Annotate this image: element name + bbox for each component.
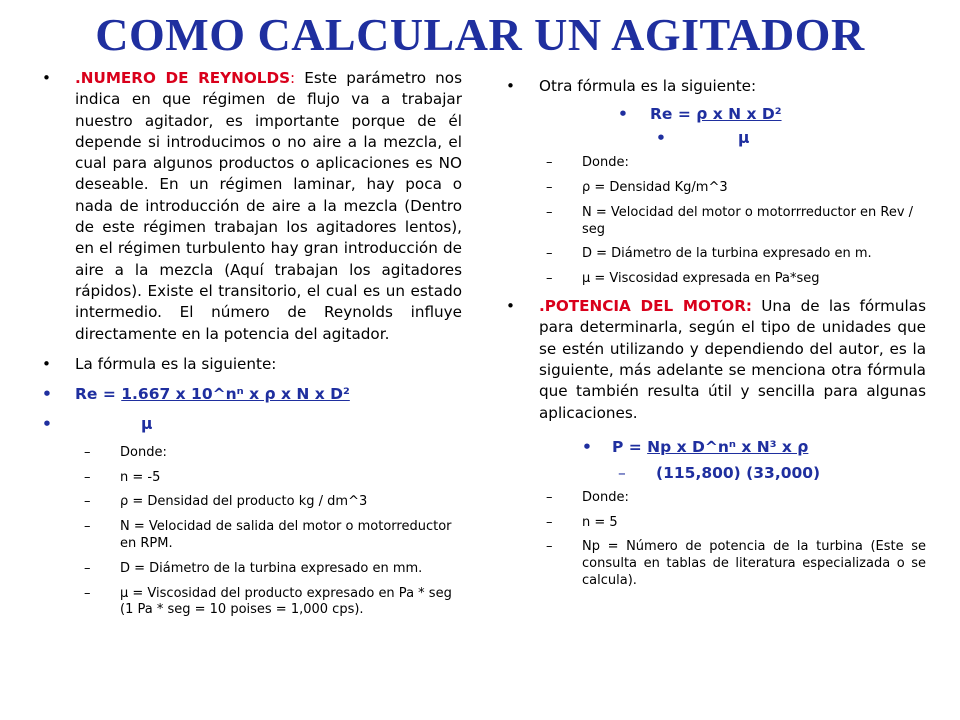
formula-denominator: μ [141, 415, 153, 434]
potencia-heading: .POTENCIA DEL MOTOR: [539, 297, 752, 316]
power-formula: • P = Np x D^nⁿ x N³ x ρ [582, 437, 809, 456]
list-item: – Donde: [546, 489, 629, 505]
bullet-icon: • [42, 69, 51, 87]
list-item: – n = 5 [546, 514, 618, 530]
reynolds-formula [42, 384, 462, 405]
bullet-icon: • [42, 415, 52, 434]
bullet-icon: • [582, 437, 592, 456]
reynolds-colon: : [290, 69, 296, 87]
right-column [506, 76, 926, 598]
other-formula-numerator: ρ x N x D² [696, 105, 782, 124]
right-variables-list [506, 155, 926, 288]
other-formula-denominator: • μ [656, 129, 750, 148]
reynolds-formula-denominator [42, 414, 462, 435]
other-formula-intro: • Otra fórmula es la siguiente: [506, 76, 926, 97]
power-formula-denominator: – (115,800) (33,000) [618, 463, 821, 482]
bullet-icon: • [506, 297, 515, 316]
formula-intro [42, 354, 462, 375]
list-item: – Donde: [546, 155, 629, 171]
formula-numerator: 1.667 x 10^nⁿ x ρ x N x D² [121, 385, 350, 404]
list-item: – N = Velocidad de salida del motor o motorreductor en RPM. [84, 519, 452, 551]
list-item: – Donde: [84, 444, 167, 460]
list-item: – μ = Viscosidad del producto expresado en Pa * seg (1 Pa * seg = 10 poises = 1,000 cps). [84, 585, 452, 618]
formula-prefix: Re = [75, 385, 122, 404]
list-item: – D = Diámetro de la turbina expresado en m. [546, 246, 872, 262]
list-item: – N = Velocidad del motor o motorrreductor en Rev / seg [546, 204, 914, 237]
list-item: – Np = Número de potencia de la turbina (Este se consulta en tablas de literatura especializada o se calcula). [546, 539, 926, 589]
power-formula-numerator: Np x D^nⁿ x N³ x ρ [647, 437, 809, 456]
power-variables-list [506, 490, 926, 590]
bullet-icon: • [42, 354, 51, 373]
bullet-icon: • [42, 385, 52, 404]
reynolds-paragraph [42, 68, 462, 345]
potencia-paragraph [506, 296, 926, 424]
bullet-icon: • [506, 77, 515, 95]
list-item: – n = -5 [84, 469, 161, 485]
bullet-icon: • [656, 129, 666, 148]
formula-intro-text: La fórmula es la siguiente: [75, 354, 277, 373]
reynolds-text: Este parámetro nos indica en que régimen de flujo va a trabajar nuestro agitador, es importante porque de él depende si introducimos o no aire a la mezcla, el cual para algunos productos o aplicaciones es NO deseable. En un régimen laminar, hay poca o nada de introducción de aire a la mezcla (Dentro de este régimen trabajan los agitadores lentos), en el régimen turbulento hay gran introducción de aire a la mezcla (Aquí trabajan los agitadores rápidos). Existe el transitorio, el cual es un estado intermedio. El número de Reynolds influye directamente en la potencia del agitador. [75, 69, 463, 343]
list-item: – D = Diámetro de la turbina expresado en mm. [84, 560, 423, 576]
list-item: – ρ = Densidad Kg/m^3 [546, 180, 728, 196]
potencia-text: Una de las fórmulas para determinarla, según el tipo de unidades que se estén utilizando y dependiendo del autor, es la siguiente, más adelante se menciona otra fórmula que también resulta útil y sencilla para algunas aplicaciones. [539, 297, 926, 422]
reynolds-heading: .NUMERO DE REYNOLDS [75, 69, 291, 87]
left-column [42, 68, 462, 627]
other-formula: • Re = ρ x N x D² [618, 105, 782, 124]
list-item: – ρ = Densidad del producto kg / dm^3 [84, 494, 368, 510]
bullet-icon: • [618, 105, 628, 124]
slide-title: COMO CALCULAR UN AGITADOR [95, 9, 865, 60]
left-variables-list [42, 445, 462, 619]
list-item: – μ = Viscosidad expresada en Pa*seg [546, 271, 820, 287]
